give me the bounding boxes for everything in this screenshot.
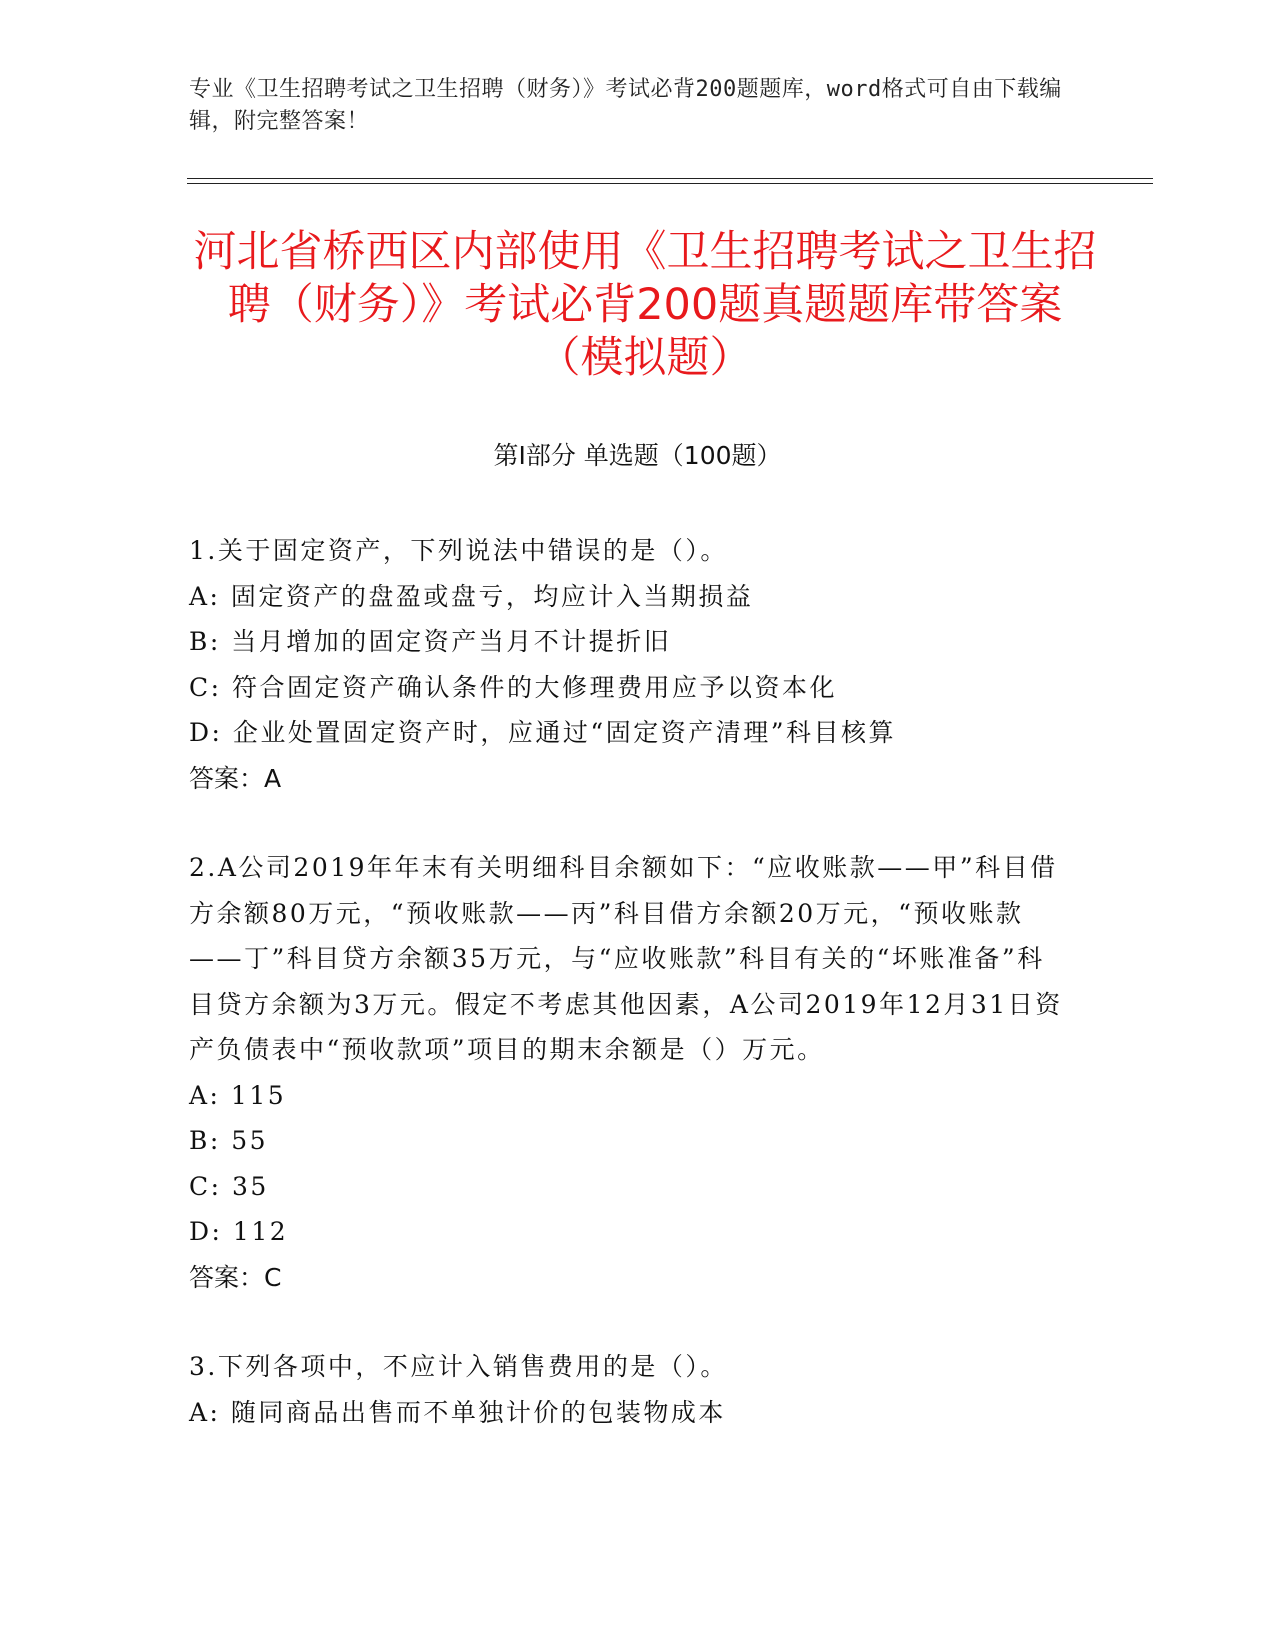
option-b: B: 当月增加的固定资产当月不计提折旧 [189, 627, 672, 656]
option-a: A: 115 [189, 1080, 287, 1110]
option-d: D: 112 [189, 1217, 289, 1246]
document-title: 河北省桥西区内部使用《卫生招聘考试之卫生招聘（财务）》考试必背200题真题题库带答案（模拟题） [193, 227, 1097, 383]
question-3 [189, 1344, 1069, 1435]
answer: 答案：C [189, 1262, 282, 1292]
option-c: C: 符合固定资产确认条件的大修理费用应予以资本化 [189, 672, 838, 702]
header-divider-top [187, 178, 1153, 179]
option-a: A: 固定资产的盘盈或盘亏，均应计入当期损益 [189, 581, 754, 611]
option-a: A: 随同商品出售而不单独计价的包装物成本 [189, 1397, 726, 1427]
option-d: D: 企业处置固定资产时，应通过“固定资产清理”科目核算 [189, 718, 896, 747]
question-text: 2.A公司2019年年末有关明细科目余额如下：“应收账款——甲”科目借方余额80万元，“预收账款——丙”科目借方余额20万元，“预收账款——丁”科目贷方余额35万元，与“应收账款”科目有关的“坏账准备”科目贷方余额为3万元。假定不考虑其他因素，A公司2019年12月31日资产负债表中“预收款项”项目的期末余额是（）万元。 [189, 853, 1063, 1064]
option-c: C: 35 [189, 1171, 269, 1201]
question-text: 1.关于固定资产，下列说法中错误的是（）。 [189, 536, 728, 565]
question-2 [189, 845, 1069, 1300]
section-heading: 第Ⅰ部分 单选题（100题） [493, 441, 782, 470]
option-b: B: 55 [189, 1126, 269, 1155]
question-list [189, 528, 1069, 1479]
question-text: 3.下列各项中，不应计入销售费用的是（）。 [189, 1352, 728, 1381]
answer: 答案：A [189, 763, 282, 793]
question-1 [189, 528, 1069, 801]
header-note: 专业《卫生招聘考试之卫生招聘（财务）》考试必背200题题库，word格式可自由下载编辑，附完整答案！ [189, 77, 1062, 134]
header-divider-bottom [187, 183, 1153, 184]
